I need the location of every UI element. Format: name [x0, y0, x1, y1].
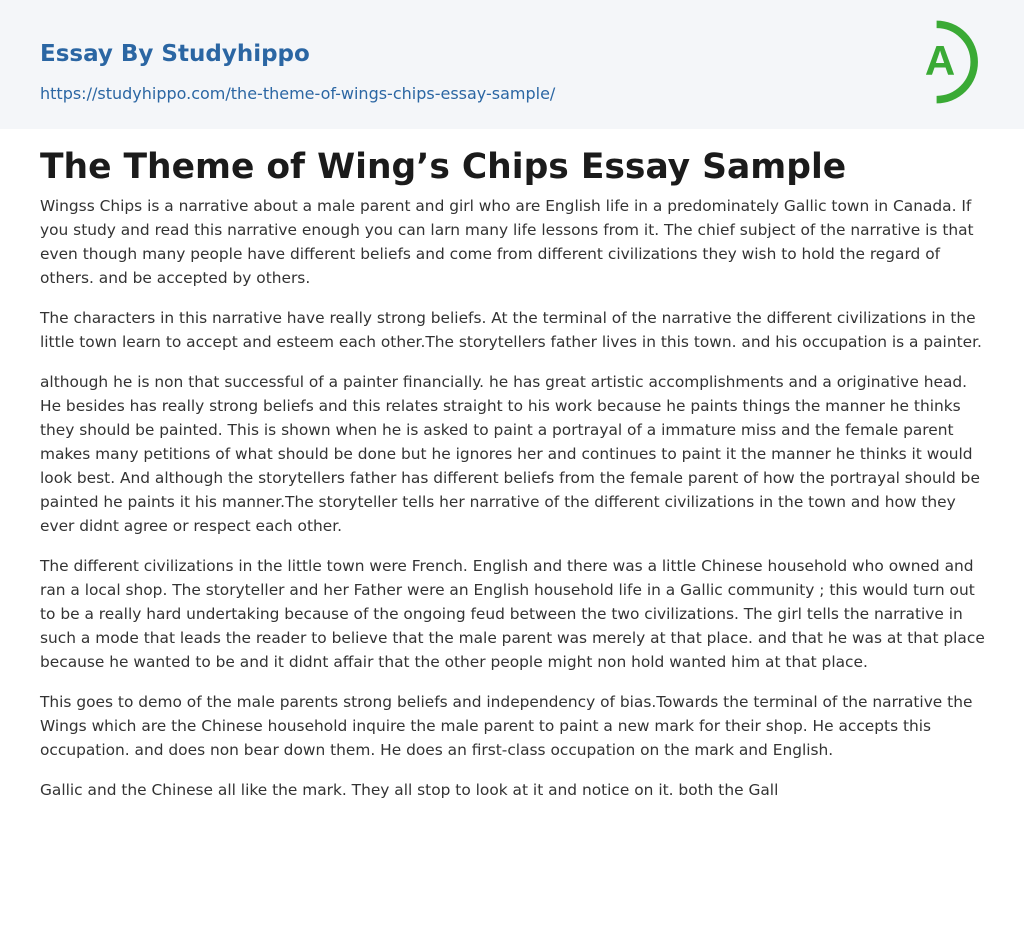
essay-paragraph: The characters in this narrative have really strong beliefs. At the terminal of the narrative the different civilizations in the little town learn to accept and esteem each other.The storytellers father lives in this town. and his occupation is a painter. — [40, 309, 982, 351]
source-url-link[interactable]: https://studyhippo.com/the-theme-of-wings-chips-essay-sample/ — [40, 84, 556, 103]
essay-paragraph: although he is non that successful of a painter financially. he has great artistic accomplishments and a originative head. He besides has really strong beliefs and this relates straight to his work because he paints things the manner he thinks they should be painted. This is shown when he is asked to paint a portrayal of a immature miss and the female parent makes many petitions of what should be done but he ignores her and continues to paint it the manner he thinks it would look best. And although the storytellers father has different beliefs from the female parent of how the portrayal should be painted he paints it his manner.The storyteller tells her narrative of the different civilizations in the town and how they ever didnt agree or respect each other. — [40, 373, 980, 535]
essay-body — [40, 194, 988, 818]
essay-paragraph: The different civilizations in the little town were French. English and there was a little Chinese household who owned and ran a local shop. The storyteller and her Father were an English household life in a Gallic community ; this would turn out to be a really hard undertaking because of the ongoing feud between the two civilizations. The girl tells the narrative in such a mode that leads the reader to believe that the male parent was merely at that place. and that he was at that place because he wanted to be and it didnt affair that the other people might non hold wanted him at that place. — [40, 557, 985, 671]
site-header — [0, 0, 1024, 129]
essay-paragraph: Wingss Chips is a narrative about a male parent and girl who are English life in a predominately Gallic town in Canada. If you study and read this narrative enough you can larn many life lessons from it. The chief subject of the narrative is that even though many people have different beliefs and come from different civilizations they wish to hold the regard of others. and be accepted by others. — [40, 197, 974, 287]
essay-paragraph: Gallic and the Chinese all like the mark. They all stop to look at it and notice on it. both the Gall — [40, 781, 779, 799]
essay-title: The Theme of Wing’s Chips Essay Sample — [40, 147, 847, 187]
essay-paragraph: This goes to demo of the male parents strong beliefs and independency of bias.Towards the terminal of the narrative the Wings which are the Chinese household inquire the male parent to paint a new mark for their shop. He accepts this occupation. and does non bear down them. He does an first-class occupation on the mark and English. — [40, 693, 973, 759]
brand-title[interactable]: Essay By Studyhippo — [40, 41, 310, 67]
logo-icon[interactable] — [912, 18, 988, 106]
logo-letter: A — [924, 37, 956, 84]
